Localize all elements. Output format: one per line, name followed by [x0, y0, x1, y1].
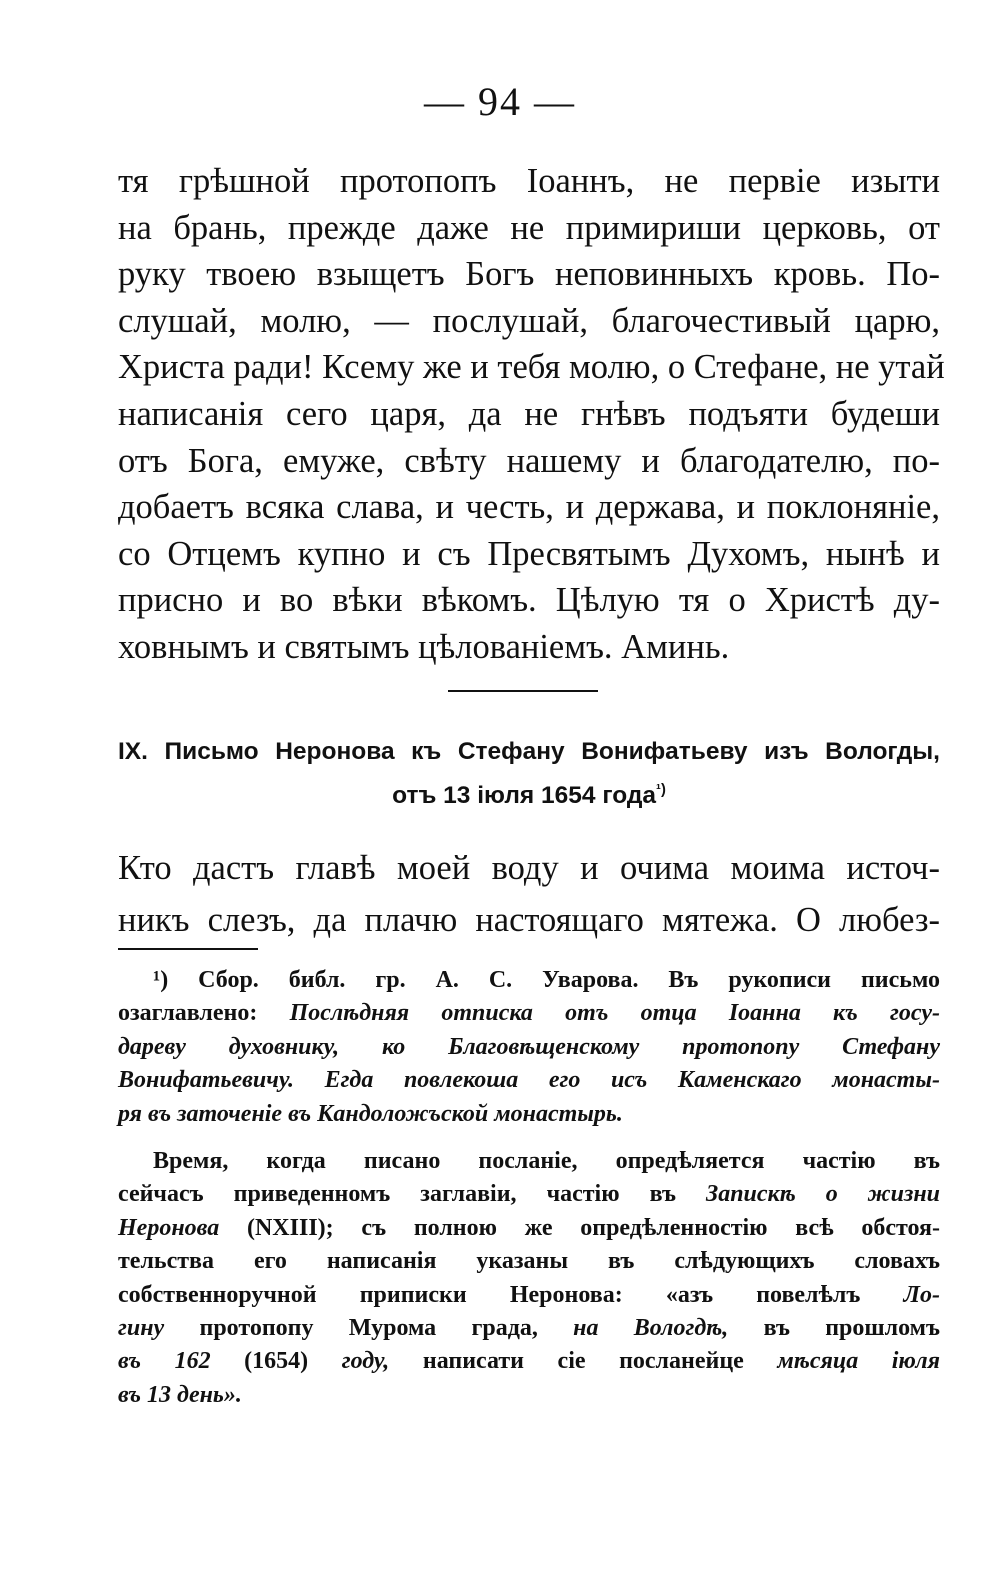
letter-text	[118, 842, 940, 946]
text-line: Христа ради! Ксему же и тебя молю, о Стефане, не утай	[118, 348, 945, 387]
footnote-line: дареву духовнику, ко Благовѣщенскому протопопу Стефану	[118, 1033, 940, 1060]
footnotes	[118, 964, 940, 1412]
footnote-line: Время, когда писано посланіе, опредѣляется частію въ	[153, 1147, 940, 1174]
text-line: присно и во вѣки вѣкомъ. Цѣлую тя о Христѣ ду-	[118, 581, 940, 620]
text-line: Кто дастъ главѣ моей воду и очима моима источ-	[118, 849, 940, 887]
footnote-line: Вонифатьевичу. Егда повлекоша его исъ Каменскаго монасты-	[118, 1067, 940, 1094]
section-heading	[118, 730, 940, 818]
heading-line	[118, 774, 940, 818]
footnote-line: въ 162 (1654) году, написати сіе посланейце мѣсяца іюля	[118, 1348, 941, 1375]
footnote-line: собственноручной приписки Неронова: «азъ повелѣлъ Ло-	[118, 1281, 941, 1308]
footnote-line: ¹) Сбор. библ. гр. А. С. Уварова. Въ рукописи письмо	[153, 967, 940, 993]
section-divider	[448, 690, 598, 692]
text-line: никъ слезъ, да плачю настоящаго мятежа. О любез-	[118, 901, 940, 939]
footnote-reference: ¹)	[656, 781, 666, 798]
footnote-line: озаглавлено: Послѣдняя отписка отъ отца Іоанна къ госу-	[118, 1000, 940, 1027]
text-line: со Отцемъ купно и съ Пресвятымъ Духомъ, нынѣ и	[118, 534, 940, 573]
text-line: слушай, молю, — послушай, благочестивый царю,	[118, 301, 940, 340]
footnote-line: тельства его написанія указаны въ слѣдующихъ словахъ	[118, 1248, 940, 1275]
text-line: написанія сего царя, да не гнѣвъ подъяти будеши	[118, 394, 940, 433]
text-line: тя грѣшной протопопъ Іоаннъ, не первіе изыти	[118, 162, 940, 200]
heading-date: отъ 13 іюля 1654 года	[392, 782, 657, 809]
text-line: ховнымъ и святымъ цѣлованіемъ. Аминь.	[118, 627, 730, 666]
footnote-line: ря въ заточеніе въ Кандоложъской монастырь.	[118, 1100, 623, 1127]
footnote-line: Неронова (NXIII); съ полною же опредѣленностію всѣ обстоя-	[118, 1214, 941, 1241]
main-text	[118, 158, 945, 671]
footnote-line: въ 13 день».	[118, 1381, 242, 1408]
text-line: на брань, прежде даже не примириши церковь, от	[118, 208, 940, 247]
text-line: добаетъ всяка слава, и честь, и держава, и поклоняніе,	[118, 488, 940, 527]
page-number: — 94 —	[424, 79, 576, 124]
footnote-line: сейчасъ приведенномъ заглавіи, частію въ Запискѣ о жизни	[118, 1181, 941, 1208]
text-line: руку твоею взыщетъ Богъ неповинныхъ кровь. По-	[118, 255, 940, 294]
text-line: отъ Бога, емуже, свѣту нашему и благодателю, по-	[118, 441, 940, 480]
footnote-line: гину протопопу Мурома града, на Вологдѣ, въ прошломъ	[118, 1314, 941, 1341]
heading-line: IX. Письмо Неронова къ Стефану Вонифатьеву изъ Вологды,	[118, 738, 940, 765]
footnote-divider	[118, 948, 258, 950]
